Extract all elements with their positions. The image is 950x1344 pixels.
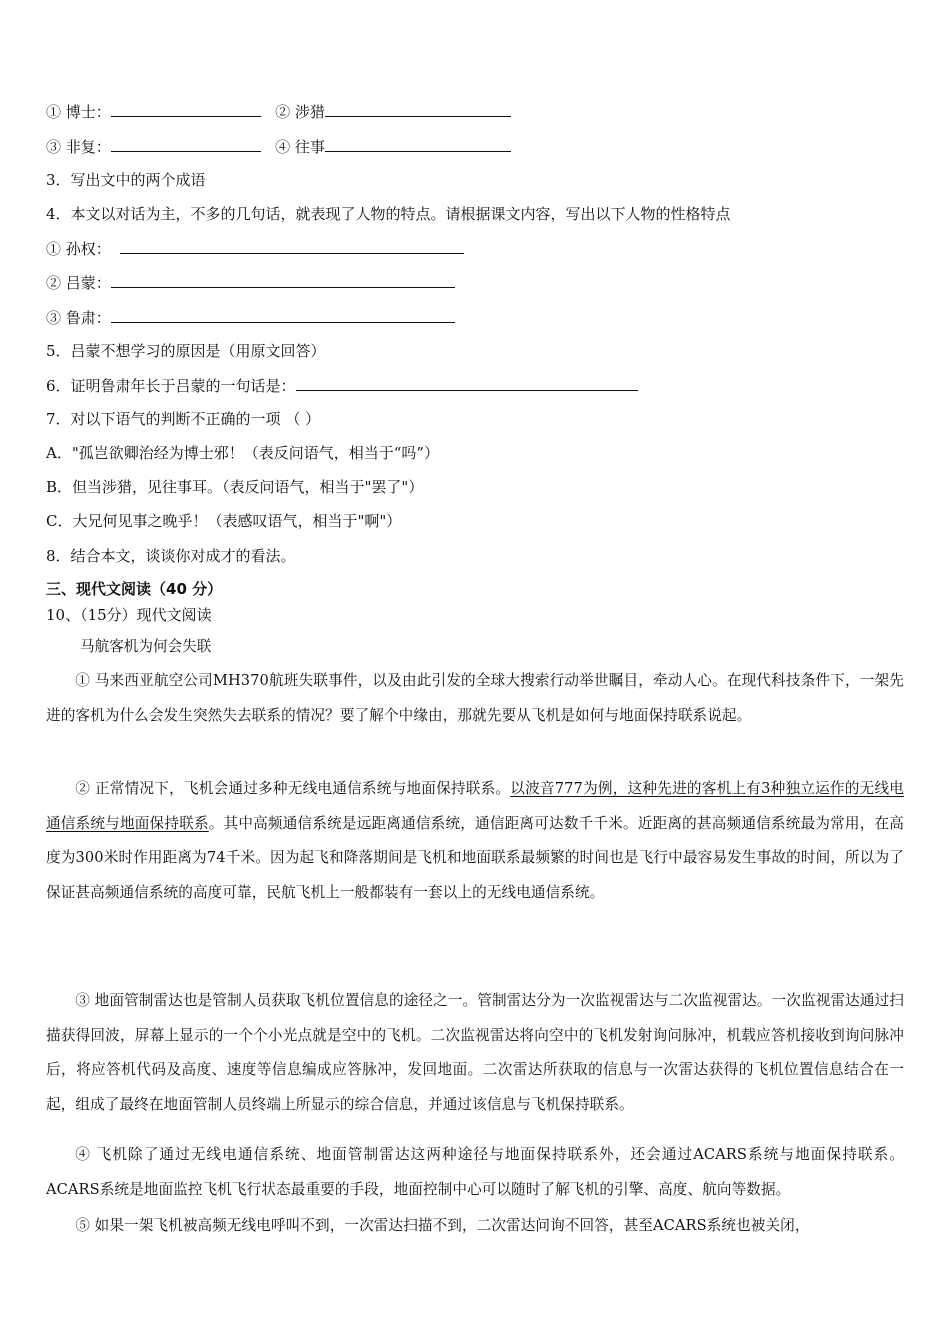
answer-blank[interactable] — [111, 101, 261, 117]
paragraph-2 — [46, 772, 904, 910]
question-8: 8．结合本文，谈谈你对成才的看法。 — [46, 547, 296, 565]
q2-row-2 — [46, 136, 511, 157]
paragraph-5: ⑤ 如果一架飞机被高频无线电呼叫不到，一次雷达扫描不到，二次雷达问询不回答，甚至ACARS系统也被关闭， — [75, 1217, 810, 1234]
q4-item-label: ③ 鲁肃： — [46, 309, 111, 327]
question-10: 10、（15分）现代文阅读 — [46, 606, 212, 624]
q4-item-sunquan — [46, 238, 464, 259]
paragraph-4: ④ 飞机除了通过无线电通信系统、地面管制雷达这两种途径与地面保持联系外，还会通过ACARS系统与地面保持联系。ACARS系统是地面监控飞机飞行状态最重要的手段，地面控制中心可以随时了解飞机的引擎、高度、航向等数据。 — [46, 1146, 904, 1198]
q4-item-lvmeng — [46, 272, 455, 293]
article-title: 马航客机为何会失联 — [80, 638, 212, 655]
paragraph-1: ① 马来西亚航空公司MH370航班失联事件，以及由此引发的全球大搜索行动举世瞩目，牵动人心。在现代科技条件下，一架先进的客机为什么会发生突然失去联系的情况？要了解个中缘由，那就先要从飞机是如何与地面保持联系说起。 — [46, 672, 904, 724]
q2-row-1 — [46, 101, 511, 122]
answer-blank[interactable] — [111, 272, 455, 288]
q7-option-c: C．大兄何见事之晚乎！（表感叹语气，相当于"啊"） — [46, 512, 402, 530]
q4-item-lusu — [46, 307, 455, 328]
q2-item-c-label: ③ 非复： — [46, 138, 111, 156]
paragraph-3: ③ 地面管制雷达也是管制人员获取飞机位置信息的途径之一。管制雷达分为一次监视雷达与二次监视雷达。一次监视雷达通过扫描获得回波，屏幕上显示的一个个小光点就是空中的飞机。二次监视雷达将向空中的飞机发射询问脉冲，机载应答机接收到询问脉冲后，将应答机代码及高度、速度等信息编成应答脉冲，发回地面。二次雷达所获取的信息与一次雷达获得的飞机位置信息结合在一起，组成了最终在地面管制人员终端上所显示的综合信息，并通过该信息与飞机保持联系。 — [46, 992, 904, 1113]
q4-item-label: ① 孙权： — [46, 240, 111, 258]
q2-item-d-label: ④ 往事 — [275, 138, 325, 156]
answer-blank[interactable] — [120, 238, 464, 254]
answer-blank[interactable] — [325, 136, 511, 152]
question-6 — [46, 375, 638, 396]
paragraph-2-rest: 。其中高频通信系统是远距离通信系统，通信距离可达数千千米。近距离的甚高频通信系统最为常用，在高度为300米时作用距离为74千米。因为起飞和降落期间是飞机和地面联系最频繁的时间也是飞行中最容易发生事故的时间，所以为了保证甚高频通信系统的高度可靠，民航飞机上一般都装有一套以上的无线电通信系统。 — [46, 814, 904, 901]
question-5: 5．吕蒙不想学习的原因是（用原文回答） — [46, 342, 326, 360]
question-4: 4．本文以对话为主，不多的几句话，就表现了人物的特点。请根据课文内容，写出以下人物的性格特点 — [46, 205, 731, 223]
q7-option-a: A．"孤岂欲卿治经为博士邪！（表反问语气，相当于“吗”） — [46, 444, 440, 462]
answer-blank[interactable] — [296, 375, 638, 391]
answer-blank[interactable] — [111, 307, 455, 323]
paragraph-2-underlined-sentence: 以波音777为例，这种先进的客机上有3种独立运作的无线电通信系统与地面保持联系 — [46, 780, 904, 832]
section-heading: 三、现代文阅读（40 分） — [46, 580, 223, 598]
question-3: 3．写出文中的两个成语 — [46, 171, 206, 189]
question-6-text: 6．证明鲁肃年长于吕蒙的一句话是： — [46, 377, 296, 395]
q2-item-a-label: ① 博士： — [46, 103, 111, 121]
question-7: 7．对以下语气的判断不正确的一项 （ ） — [46, 410, 321, 428]
answer-blank[interactable] — [111, 136, 261, 152]
paragraph-2-lead: ② 正常情况下，飞机会通过多种无线电通信系统与地面保持联系。 — [75, 780, 511, 797]
q7-option-b: B．但当涉猎，见往事耳。（表反问语气，相当于"罢了"） — [46, 478, 424, 496]
q2-item-b-label: ② 涉猎 — [275, 103, 325, 121]
q4-item-label: ② 吕蒙： — [46, 274, 111, 292]
answer-blank[interactable] — [325, 101, 511, 117]
